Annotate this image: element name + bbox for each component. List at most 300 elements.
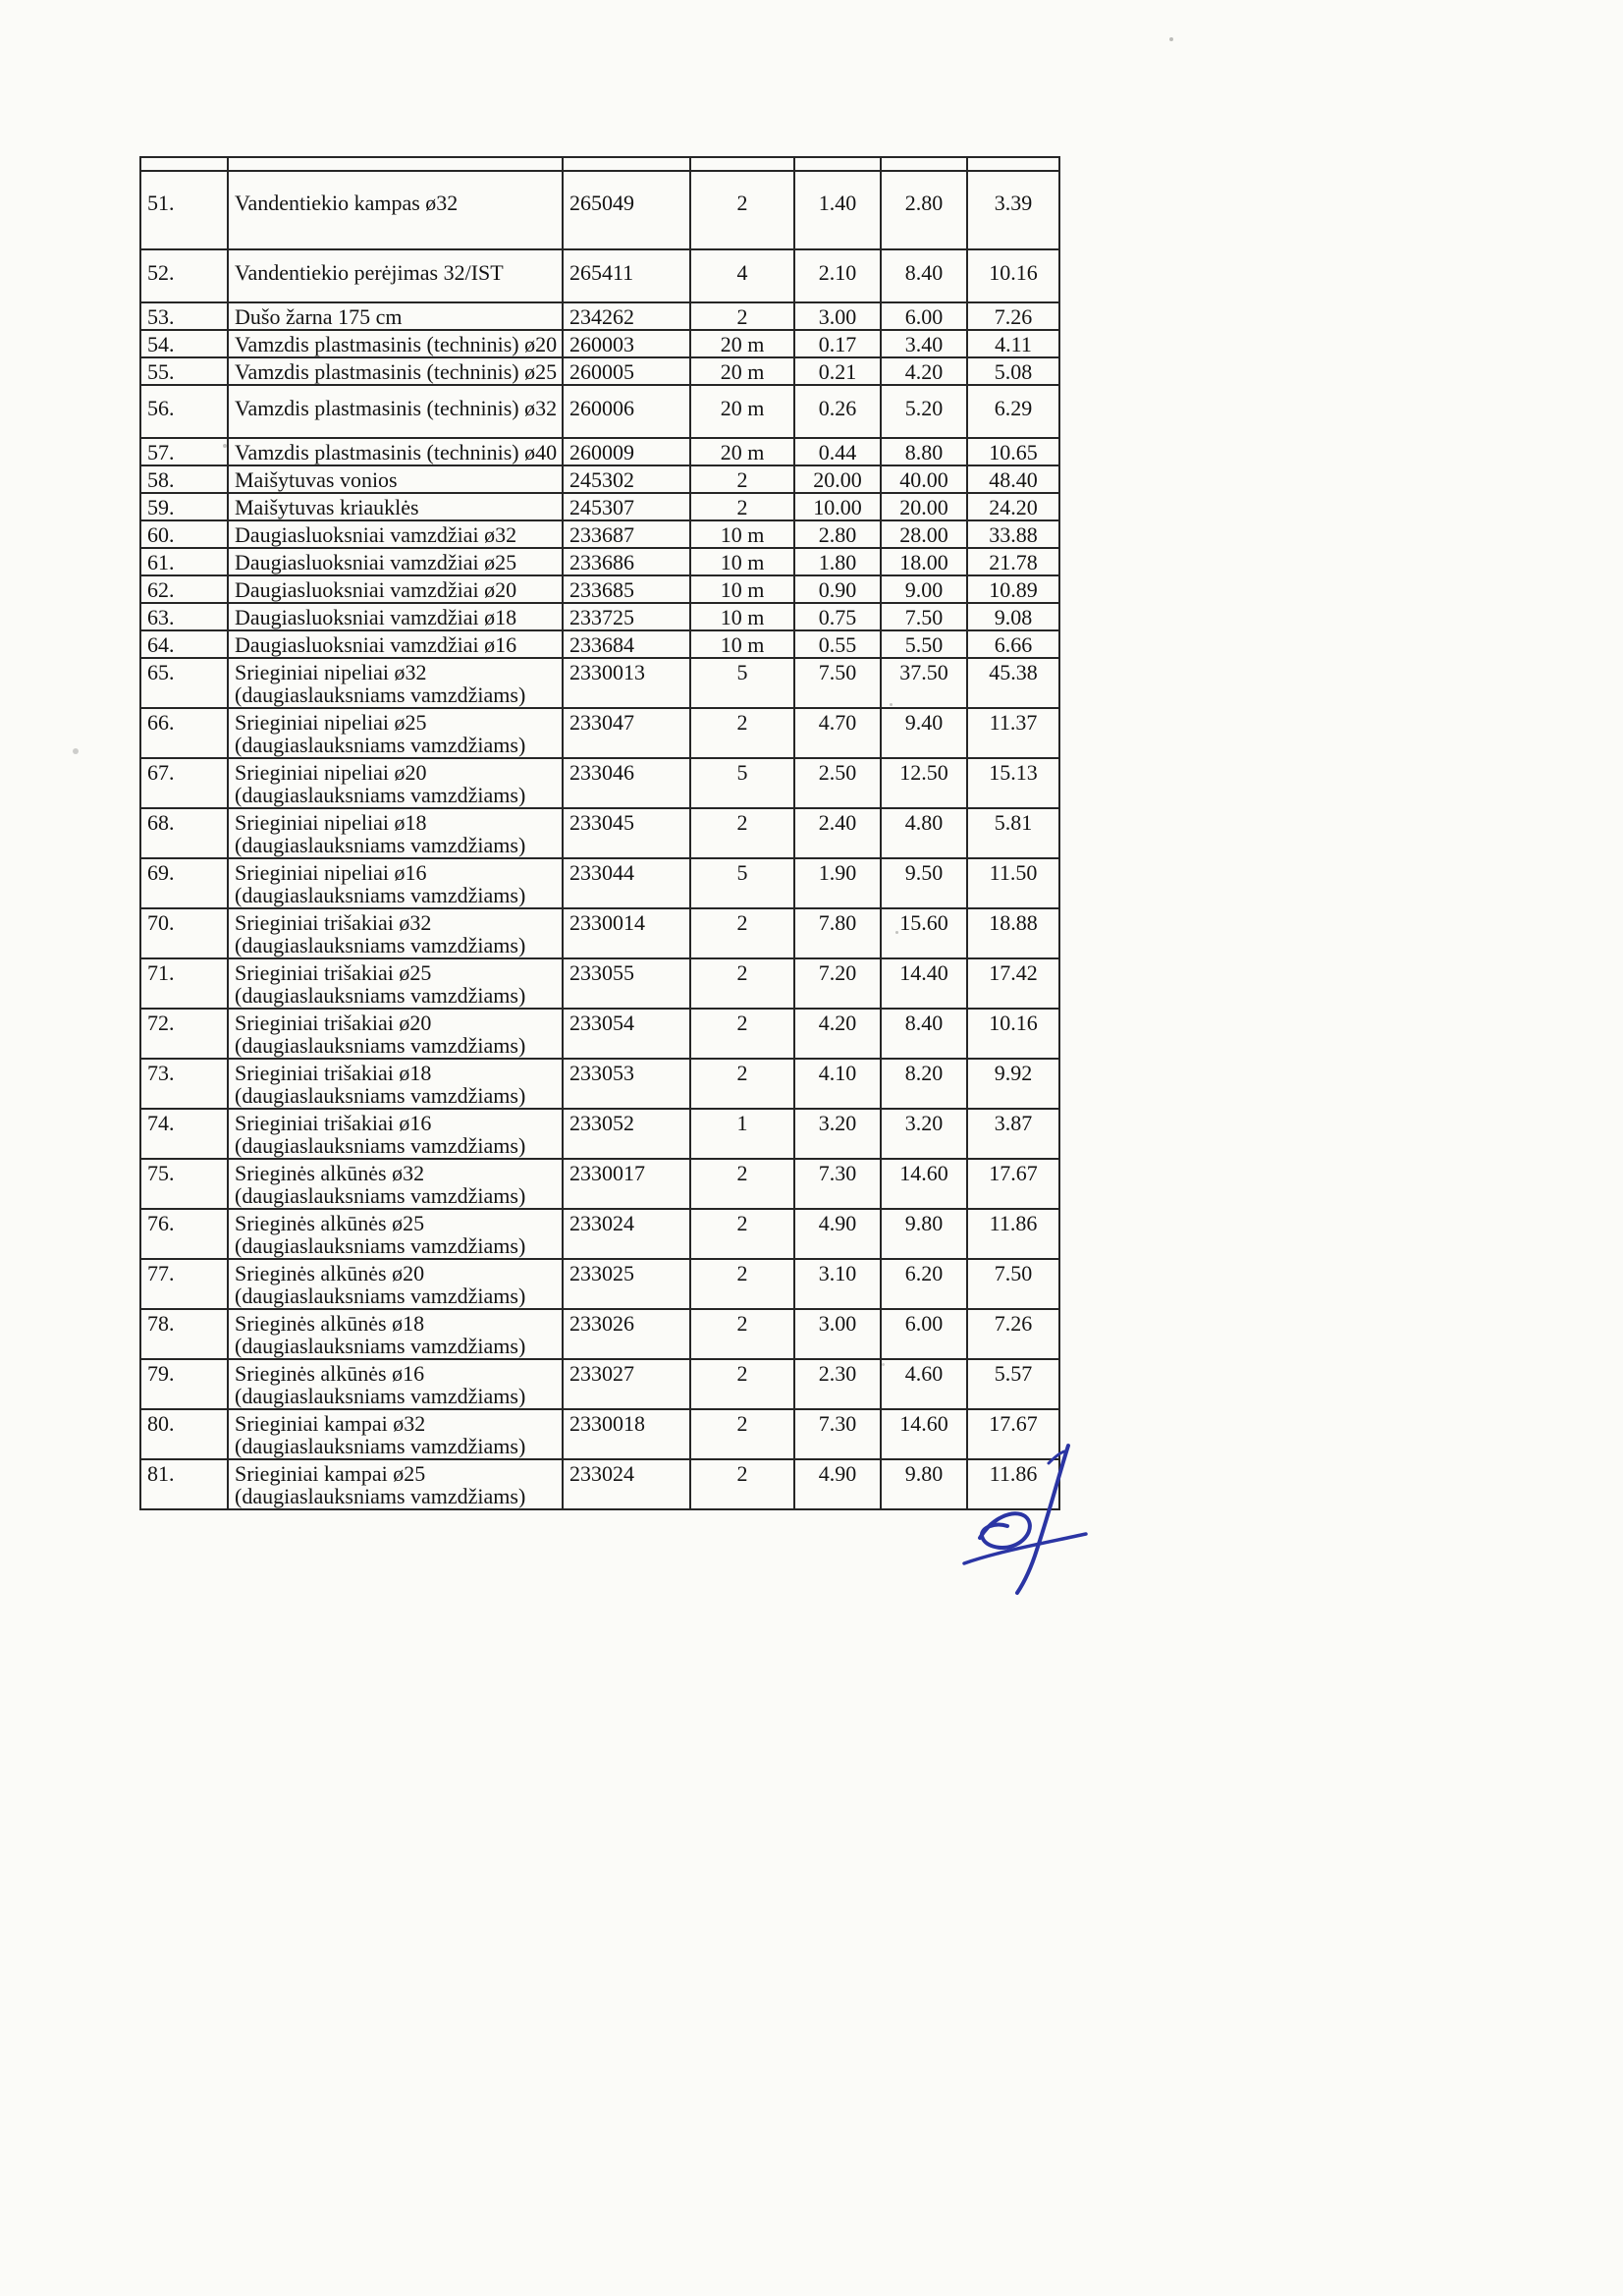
item-name-note: (daugiaslauksniams vamzdžiams): [235, 1484, 526, 1508]
item-quantity: 20 m: [690, 330, 794, 357]
item-quantity: 2: [690, 1159, 794, 1209]
item-sum: 14.60: [881, 1409, 967, 1459]
item-quantity: 5: [690, 858, 794, 908]
item-unit-price: 7.30: [794, 1409, 881, 1459]
item-sum: 3.20: [881, 1109, 967, 1159]
item-code: 2330018: [563, 1409, 690, 1459]
item-unit-price: 4.90: [794, 1459, 881, 1509]
item-name-cell: [228, 330, 563, 357]
item-code: 233725: [563, 603, 690, 630]
table-row: [140, 1409, 1059, 1459]
row-number: 54.: [140, 330, 228, 357]
blank-cell: [690, 157, 794, 171]
item-unit-price: 2.30: [794, 1359, 881, 1409]
scan-artifact-dot: [890, 703, 893, 706]
item-sum: 12.50: [881, 758, 967, 808]
row-number: 65.: [140, 658, 228, 708]
item-name-note: (daugiaslauksniams vamzdžiams): [235, 833, 526, 857]
item-name-cell: [228, 171, 563, 249]
item-total: 11.37: [967, 708, 1059, 758]
item-unit-price: 4.90: [794, 1209, 881, 1259]
item-name-note: (daugiaslauksniams vamzdžiams): [235, 1434, 526, 1458]
item-name-note: (daugiaslauksniams vamzdžiams): [235, 683, 526, 707]
item-name-note: (daugiaslauksniams vamzdžiams): [235, 1133, 526, 1158]
item-sum: 37.50: [881, 658, 967, 708]
item-unit-price: 1.40: [794, 171, 881, 249]
item-name: Vandentiekio kampas ø32: [235, 191, 459, 215]
item-code: 233047: [563, 708, 690, 758]
item-name-cell: [228, 1409, 563, 1459]
table-row: [140, 958, 1059, 1009]
row-number: 74.: [140, 1109, 228, 1159]
blank-cell: [881, 157, 967, 171]
item-unit-price: 3.00: [794, 302, 881, 330]
item-sum: 4.80: [881, 808, 967, 858]
item-quantity: 2: [690, 708, 794, 758]
item-sum: 8.20: [881, 1059, 967, 1109]
item-sum: 8.40: [881, 249, 967, 302]
item-quantity: 1: [690, 1109, 794, 1159]
item-quantity: 5: [690, 658, 794, 708]
item-quantity: 2: [690, 1009, 794, 1059]
table-row: [140, 302, 1059, 330]
item-code: 233053: [563, 1059, 690, 1109]
scan-artifact-dot: [73, 748, 79, 754]
item-sum: 6.00: [881, 302, 967, 330]
table-row: [140, 548, 1059, 575]
item-code: 233045: [563, 808, 690, 858]
item-name-cell: [228, 1209, 563, 1259]
item-name-cell: [228, 438, 563, 465]
item-unit-price: 0.44: [794, 438, 881, 465]
table-row: [140, 758, 1059, 808]
item-total: 18.88: [967, 908, 1059, 958]
item-name: Daugiasluoksniai vamzdžiai ø18: [235, 605, 517, 629]
item-name: Dušo žarna 175 cm: [235, 304, 403, 329]
item-quantity: 20 m: [690, 385, 794, 438]
item-quantity: 2: [690, 1209, 794, 1259]
item-total: 5.08: [967, 357, 1059, 385]
item-name-cell: [228, 493, 563, 520]
item-total: 3.39: [967, 171, 1059, 249]
item-sum: 14.40: [881, 958, 967, 1009]
item-total: 3.87: [967, 1109, 1059, 1159]
item-name-cell: [228, 958, 563, 1009]
item-total: 5.81: [967, 808, 1059, 858]
row-number: 58.: [140, 465, 228, 493]
item-unit-price: 0.75: [794, 603, 881, 630]
item-total: 17.42: [967, 958, 1059, 1009]
item-total: 10.16: [967, 1009, 1059, 1059]
item-code: 233027: [563, 1359, 690, 1409]
item-total: 17.67: [967, 1409, 1059, 1459]
row-number: 76.: [140, 1209, 228, 1259]
item-unit-price: 3.00: [794, 1309, 881, 1359]
item-total: 10.65: [967, 438, 1059, 465]
item-name: Srieginės alkūnės ø25: [235, 1211, 425, 1235]
item-name-cell: [228, 1459, 563, 1509]
item-code: 233684: [563, 630, 690, 658]
item-name: Vamzdis plastmasinis (techninis) ø32: [235, 396, 558, 420]
item-unit-price: 0.90: [794, 575, 881, 603]
item-total: 21.78: [967, 548, 1059, 575]
item-code: 2330017: [563, 1159, 690, 1209]
item-code: 233686: [563, 548, 690, 575]
item-name-note: (daugiaslauksniams vamzdžiams): [235, 1384, 526, 1408]
table-row: [140, 1009, 1059, 1059]
row-number: 59.: [140, 493, 228, 520]
item-quantity: 2: [690, 1059, 794, 1109]
item-code: 2330013: [563, 658, 690, 708]
item-name-note: (daugiaslauksniams vamzdžiams): [235, 733, 526, 757]
item-name-cell: [228, 385, 563, 438]
item-name-cell: [228, 908, 563, 958]
scan-artifact-dot: [895, 931, 898, 934]
item-total: 24.20: [967, 493, 1059, 520]
table-row: [140, 1059, 1059, 1109]
item-name: Srieginiai nipeliai ø32: [235, 660, 427, 684]
item-name: Srieginiai trišakiai ø20: [235, 1011, 432, 1035]
item-unit-price: 0.21: [794, 357, 881, 385]
table-row: [140, 1259, 1059, 1309]
item-code: 233025: [563, 1259, 690, 1309]
item-quantity: 2: [690, 1309, 794, 1359]
item-name-cell: [228, 1059, 563, 1109]
item-sum: 20.00: [881, 493, 967, 520]
item-sum: 9.80: [881, 1209, 967, 1259]
item-code: 245307: [563, 493, 690, 520]
item-code: 260009: [563, 438, 690, 465]
item-code: 233046: [563, 758, 690, 808]
item-total: 11.86: [967, 1459, 1059, 1509]
item-name-cell: [228, 465, 563, 493]
row-number: 51.: [140, 171, 228, 249]
item-name: Vamzdis plastmasinis (techninis) ø20: [235, 332, 558, 356]
item-name: Srieginės alkūnės ø20: [235, 1261, 425, 1285]
item-name: Daugiasluoksniai vamzdžiai ø20: [235, 577, 517, 602]
blank-cell: [794, 157, 881, 171]
item-name-note: (daugiaslauksniams vamzdžiams): [235, 1083, 526, 1108]
row-number: 69.: [140, 858, 228, 908]
item-name-cell: [228, 575, 563, 603]
item-name-note: (daugiaslauksniams vamzdžiams): [235, 1033, 526, 1058]
item-quantity: 2: [690, 1359, 794, 1409]
item-quantity: 2: [690, 1409, 794, 1459]
item-unit-price: 20.00: [794, 465, 881, 493]
item-unit-price: 7.80: [794, 908, 881, 958]
item-unit-price: 7.30: [794, 1159, 881, 1209]
item-total: 9.08: [967, 603, 1059, 630]
table-row: [140, 1309, 1059, 1359]
item-quantity: 2: [690, 493, 794, 520]
item-total: 33.88: [967, 520, 1059, 548]
item-sum: 3.40: [881, 330, 967, 357]
item-sum: 40.00: [881, 465, 967, 493]
table-row: [140, 357, 1059, 385]
item-code: 233052: [563, 1109, 690, 1159]
table-row: [140, 858, 1059, 908]
item-quantity: 10 m: [690, 520, 794, 548]
item-code: 260006: [563, 385, 690, 438]
item-name: Daugiasluoksniai vamzdžiai ø16: [235, 632, 517, 657]
item-code: 265049: [563, 171, 690, 249]
item-name-cell: [228, 548, 563, 575]
item-unit-price: 0.17: [794, 330, 881, 357]
item-name: Srieginiai nipeliai ø20: [235, 760, 427, 785]
item-name-cell: [228, 758, 563, 808]
item-quantity: 2: [690, 808, 794, 858]
item-name-cell: [228, 858, 563, 908]
item-quantity: 2: [690, 958, 794, 1009]
item-unit-price: 1.80: [794, 548, 881, 575]
item-unit-price: 10.00: [794, 493, 881, 520]
item-total: 11.86: [967, 1209, 1059, 1259]
row-number: 66.: [140, 708, 228, 758]
item-quantity: 2: [690, 465, 794, 493]
item-sum: 9.50: [881, 858, 967, 908]
item-name: Srieginiai trišakiai ø18: [235, 1061, 432, 1085]
item-sum: 14.60: [881, 1159, 967, 1209]
row-number: 71.: [140, 958, 228, 1009]
row-number: 62.: [140, 575, 228, 603]
item-sum: 9.80: [881, 1459, 967, 1509]
row-number: 77.: [140, 1259, 228, 1309]
item-sum: 4.60: [881, 1359, 967, 1409]
item-code: 233024: [563, 1209, 690, 1259]
item-name: Vandentiekio perėjimas 32/IST: [235, 260, 504, 285]
item-quantity: 20 m: [690, 357, 794, 385]
table-row: [140, 493, 1059, 520]
item-unit-price: 1.90: [794, 858, 881, 908]
item-name: Daugiasluoksniai vamzdžiai ø25: [235, 550, 517, 574]
row-number: 61.: [140, 548, 228, 575]
item-name: Daugiasluoksniai vamzdžiai ø32: [235, 522, 517, 547]
item-code: 233055: [563, 958, 690, 1009]
item-name-cell: [228, 808, 563, 858]
item-sum: 5.20: [881, 385, 967, 438]
table-row: [140, 171, 1059, 249]
item-unit-price: 0.26: [794, 385, 881, 438]
table-header-blank-row: [140, 157, 1059, 171]
scan-artifact-dot: [223, 444, 227, 448]
table-row: [140, 575, 1059, 603]
item-total: 6.29: [967, 385, 1059, 438]
table-row: [140, 808, 1059, 858]
row-number: 75.: [140, 1159, 228, 1209]
table-row: [140, 249, 1059, 302]
table-row: [140, 658, 1059, 708]
item-total: 4.11: [967, 330, 1059, 357]
item-unit-price: 2.80: [794, 520, 881, 548]
item-total: 5.57: [967, 1359, 1059, 1409]
item-quantity: 2: [690, 1259, 794, 1309]
item-sum: 4.20: [881, 357, 967, 385]
item-name-cell: [228, 658, 563, 708]
item-name: Srieginiai trišakiai ø32: [235, 910, 432, 935]
item-unit-price: 3.20: [794, 1109, 881, 1159]
item-total: 7.50: [967, 1259, 1059, 1309]
item-name: Maišytuvas kriauklės: [235, 495, 419, 519]
table-row: [140, 1109, 1059, 1159]
item-name-cell: [228, 708, 563, 758]
item-quantity: 2: [690, 302, 794, 330]
item-code: 233054: [563, 1009, 690, 1059]
row-number: 67.: [140, 758, 228, 808]
item-total: 11.50: [967, 858, 1059, 908]
table-row: [140, 603, 1059, 630]
item-name-cell: [228, 1159, 563, 1209]
item-total: 10.16: [967, 249, 1059, 302]
item-name-cell: [228, 520, 563, 548]
item-quantity: 2: [690, 908, 794, 958]
table-row: [140, 1459, 1059, 1509]
table-row: [140, 908, 1059, 958]
item-name: Srieginiai trišakiai ø16: [235, 1111, 432, 1135]
item-name: Vamzdis plastmasinis (techninis) ø40: [235, 440, 558, 465]
row-number: 55.: [140, 357, 228, 385]
item-code: 233026: [563, 1309, 690, 1359]
item-quantity: 5: [690, 758, 794, 808]
item-name-cell: [228, 630, 563, 658]
item-sum: 5.50: [881, 630, 967, 658]
row-number: 53.: [140, 302, 228, 330]
item-name: Srieginiai nipeliai ø18: [235, 810, 427, 835]
item-name: Srieginiai kampai ø32: [235, 1411, 426, 1436]
item-name-note: (daugiaslauksniams vamzdžiams): [235, 1284, 526, 1308]
blank-cell: [140, 157, 228, 171]
item-unit-price: 3.10: [794, 1259, 881, 1309]
item-total: 7.26: [967, 1309, 1059, 1359]
table-row: [140, 438, 1059, 465]
item-name: Srieginės alkūnės ø32: [235, 1161, 425, 1185]
blank-cell: [967, 157, 1059, 171]
table-row: [140, 708, 1059, 758]
item-sum: 8.80: [881, 438, 967, 465]
table-row: [140, 520, 1059, 548]
row-number: 70.: [140, 908, 228, 958]
item-sum: 2.80: [881, 171, 967, 249]
item-name-note: (daugiaslauksniams vamzdžiams): [235, 1334, 526, 1358]
item-name-cell: [228, 357, 563, 385]
blank-cell: [563, 157, 690, 171]
item-total: 7.26: [967, 302, 1059, 330]
item-code: 260005: [563, 357, 690, 385]
item-total: 15.13: [967, 758, 1059, 808]
item-quantity: 2: [690, 171, 794, 249]
scan-artifact-dot: [882, 1363, 885, 1366]
item-name-cell: [228, 1109, 563, 1159]
item-name-note: (daugiaslauksniams vamzdžiams): [235, 883, 526, 907]
row-number: 79.: [140, 1359, 228, 1409]
item-total: 48.40: [967, 465, 1059, 493]
item-name: Maišytuvas vonios: [235, 467, 398, 492]
item-code: 233044: [563, 858, 690, 908]
item-code: 2330014: [563, 908, 690, 958]
item-unit-price: 4.70: [794, 708, 881, 758]
row-number: 68.: [140, 808, 228, 858]
row-number: 64.: [140, 630, 228, 658]
item-total: 17.67: [967, 1159, 1059, 1209]
item-name-cell: [228, 603, 563, 630]
item-sum: 6.20: [881, 1259, 967, 1309]
item-sum: 9.00: [881, 575, 967, 603]
row-number: 57.: [140, 438, 228, 465]
item-sum: 6.00: [881, 1309, 967, 1359]
table-row: [140, 330, 1059, 357]
item-quantity: 10 m: [690, 575, 794, 603]
item-unit-price: 2.10: [794, 249, 881, 302]
item-code: 260003: [563, 330, 690, 357]
item-quantity: 10 m: [690, 548, 794, 575]
item-quantity: 2: [690, 1459, 794, 1509]
item-name-cell: [228, 1009, 563, 1059]
item-name: Srieginiai kampai ø25: [235, 1461, 426, 1486]
item-total: 10.89: [967, 575, 1059, 603]
table-row: [140, 1159, 1059, 1209]
table-row: [140, 465, 1059, 493]
item-name-note: (daugiaslauksniams vamzdžiams): [235, 983, 526, 1008]
row-number: 52.: [140, 249, 228, 302]
row-number: 81.: [140, 1459, 228, 1509]
item-name: Srieginiai nipeliai ø16: [235, 860, 427, 885]
item-name-note: (daugiaslauksniams vamzdžiams): [235, 1183, 526, 1208]
materials-table-body: [140, 157, 1059, 1509]
item-code: 265411: [563, 249, 690, 302]
item-quantity: 4: [690, 249, 794, 302]
item-sum: 8.40: [881, 1009, 967, 1059]
item-unit-price: 7.20: [794, 958, 881, 1009]
item-code: 245302: [563, 465, 690, 493]
row-number: 73.: [140, 1059, 228, 1109]
item-sum: 9.40: [881, 708, 967, 758]
item-quantity: 20 m: [690, 438, 794, 465]
item-quantity: 10 m: [690, 630, 794, 658]
item-name-cell: [228, 1309, 563, 1359]
row-number: 72.: [140, 1009, 228, 1059]
item-sum: 15.60: [881, 908, 967, 958]
item-name: Srieginiai nipeliai ø25: [235, 710, 427, 735]
item-code: 233024: [563, 1459, 690, 1509]
materials-table: [139, 156, 1060, 1510]
item-name-note: (daugiaslauksniams vamzdžiams): [235, 933, 526, 957]
row-number: 63.: [140, 603, 228, 630]
item-name-cell: [228, 302, 563, 330]
blank-cell: [228, 157, 563, 171]
item-name-note: (daugiaslauksniams vamzdžiams): [235, 1233, 526, 1258]
item-name-note: (daugiaslauksniams vamzdžiams): [235, 783, 526, 807]
table-row: [140, 1359, 1059, 1409]
item-code: 233685: [563, 575, 690, 603]
table-row: [140, 630, 1059, 658]
item-total: 45.38: [967, 658, 1059, 708]
item-sum: 7.50: [881, 603, 967, 630]
item-unit-price: 2.40: [794, 808, 881, 858]
row-number: 60.: [140, 520, 228, 548]
item-name: Srieginės alkūnės ø18: [235, 1311, 425, 1336]
item-total: 9.92: [967, 1059, 1059, 1109]
row-number: 56.: [140, 385, 228, 438]
item-unit-price: 4.10: [794, 1059, 881, 1109]
item-name: Srieginės alkūnės ø16: [235, 1361, 425, 1386]
row-number: 78.: [140, 1309, 228, 1359]
item-name: Srieginiai trišakiai ø25: [235, 960, 432, 985]
item-sum: 18.00: [881, 548, 967, 575]
item-name-cell: [228, 1259, 563, 1309]
item-name: Vamzdis plastmasinis (techninis) ø25: [235, 359, 558, 384]
item-unit-price: 0.55: [794, 630, 881, 658]
item-name-cell: [228, 1359, 563, 1409]
row-number: 80.: [140, 1409, 228, 1459]
